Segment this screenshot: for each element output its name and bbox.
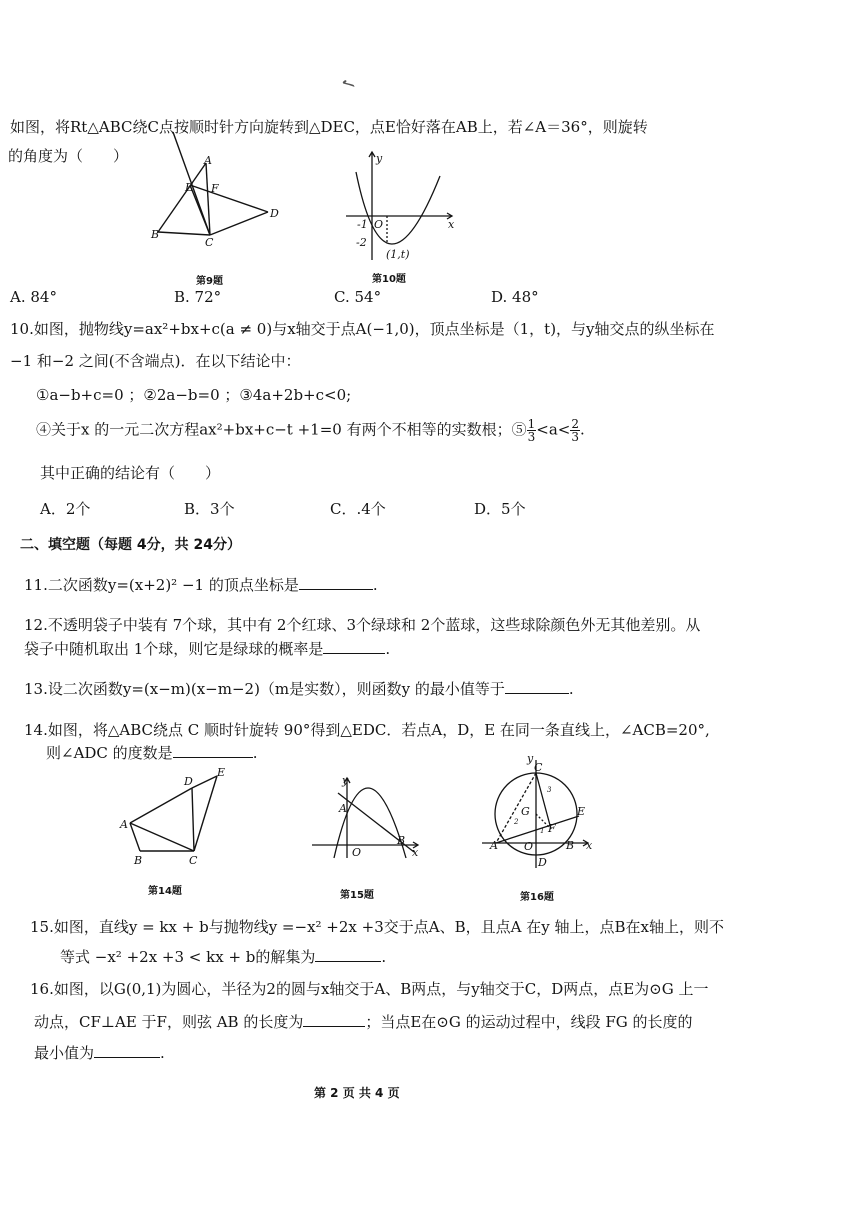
fig16-label-g: G: [521, 805, 530, 818]
q16-answer-blank-2[interactable]: [94, 1043, 160, 1058]
fig16-label-3: 3: [547, 786, 552, 794]
q10-option-d[interactable]: D．5个: [474, 500, 526, 518]
q10-conclusions-4-5: [36, 418, 585, 443]
q16-answer-blank-1[interactable]: [303, 1012, 365, 1027]
q13-stem: 13.设二次函数y=(x−m)(x−m−2)（m是实数），则函数y 的最小值等于: [24, 680, 505, 698]
q15-stem-line1: 15.如图，直线y = kx + b与抛物线y =−x² +2x +3交于点A、B，且点A 在y 轴上，点B在x轴上，则不: [30, 918, 724, 936]
fig16-label-b: B: [566, 839, 575, 852]
fig16-label-o: O: [524, 840, 534, 853]
q16-line2: [34, 1011, 693, 1032]
q13-answer-blank[interactable]: [505, 679, 569, 694]
q15-end: .: [381, 948, 387, 966]
fraction-one-third: [527, 418, 537, 443]
q10-conclusions-1-3: ①a−b+c=0 ；②2a−b=0 ；③4a+2b+c<0;: [36, 386, 352, 404]
frac1-numerator: 1: [527, 417, 536, 431]
fig15-label-a: A: [339, 802, 347, 815]
fig16-label-c: C: [534, 761, 543, 774]
fig14-label-d: D: [184, 775, 193, 788]
q16-line3: [34, 1042, 165, 1063]
fraction-two-thirds: [570, 418, 580, 443]
q11-stem: 11.二次函数y=(x+2)² −1 的顶点坐标是: [24, 576, 299, 594]
fig10-caption: 第10题: [372, 274, 406, 285]
fig9-label-f: F: [211, 182, 219, 195]
q10-option-a[interactable]: A．2个: [40, 500, 91, 518]
page-footer: 第 2 页 共 4 页: [314, 1086, 400, 1100]
q9-stem-line2: 的角度为（ ）: [8, 147, 129, 165]
fig16-label-y: y: [527, 752, 534, 765]
fig16-label-a: A: [490, 839, 498, 852]
inequality-sign: <a<: [536, 420, 571, 439]
fig15-label-x: x: [412, 846, 419, 859]
frac2-denominator: 3: [571, 430, 579, 444]
q12-end: .: [385, 640, 391, 658]
fig16-label-2: 2: [514, 818, 519, 826]
q13-end: .: [568, 680, 574, 698]
fig9-label-d: D: [270, 207, 279, 220]
q14-stem-line1: 14.如图，将△ABC绕点 C 顺时针旋转 90°得到△EDC．若点A，D，E 在同一条直线上，∠ACB=20°,: [24, 721, 710, 739]
fig16-label-d: D: [538, 856, 547, 869]
q10-option-c[interactable]: C．.4个: [330, 500, 386, 518]
q16-stem-line3: 最小值为: [34, 1044, 95, 1062]
q13: [24, 678, 574, 699]
fig15-label-y: y: [342, 774, 349, 787]
q11-answer-blank[interactable]: [299, 575, 373, 590]
q9-option-c[interactable]: C. 54°: [334, 288, 382, 306]
handwritten-mark: ✓: [335, 73, 360, 96]
q16-stem-line2b: ；当点E在⊙G 的运动过程中，线段 FG 的长度的: [365, 1013, 693, 1031]
fig16-caption: 第16题: [520, 892, 554, 903]
q11-end: .: [372, 576, 378, 594]
fig10-label-o: O: [374, 218, 384, 231]
fig9-label-a: A: [204, 154, 212, 167]
fig15-caption: 第15题: [340, 890, 374, 901]
q14-answer-blank[interactable]: [173, 743, 253, 758]
fig14-caption: 第14题: [148, 886, 182, 897]
q11: [24, 574, 378, 595]
fig9-label-c: C: [205, 236, 214, 249]
q16-end: .: [160, 1044, 165, 1062]
q14-line2: [46, 742, 257, 763]
fig10-label-x: x: [448, 218, 455, 231]
fig9-label-e: E: [185, 181, 194, 194]
q14-end: .: [252, 744, 258, 762]
q14-stem-line2: 则∠ADC 的度数是: [46, 744, 173, 762]
q15-stem-line2: 等式 −x² +2x +3 < kx + b的解集为: [60, 948, 316, 966]
fig14-label-a: A: [120, 818, 128, 831]
q10-option-b[interactable]: B．3个: [184, 500, 235, 518]
section-heading-fill-in: 二、填空题（每题 4分，共 24分）: [20, 537, 241, 553]
q12-answer-blank[interactable]: [323, 639, 385, 654]
q12-stem-line2: 袋子中随机取出 1个球，则它是绿球的概率是: [24, 640, 324, 658]
fig9-caption: 第9题: [196, 276, 223, 287]
q10-stem-line2: −1 和−2 之间(不含端点)．在以下结论中：: [10, 352, 301, 370]
period: .: [579, 420, 585, 439]
fig16-label-1: 1: [540, 827, 545, 835]
fig15-label-o: O: [352, 846, 362, 859]
fig10-label-vertex: (1,t): [386, 248, 410, 261]
q16-stem-line1: 16.如图，以G(0,1)为圆心，半径为2的圆与x轴交于A、B两点，与y轴交于C，D两点，点E为⊙G 上一: [30, 980, 709, 998]
q16-stem-line2a: 动点，CF⊥AE 于F，则弦 AB 的长度为: [34, 1013, 304, 1031]
q15-line2: [60, 946, 386, 967]
q10-stem-line1: 10.如图，抛物线y=ax²+bx+c(a ≠ 0)与x轴交于点A(−1,0)，顶点坐标是（1，t)，与y轴交点的纵坐标在: [10, 320, 715, 338]
fig16-label-e: E: [577, 805, 586, 818]
fig16-label-x: x: [586, 839, 593, 852]
q10-question: 其中正确的结论有（ ）: [40, 464, 221, 482]
q9-option-a[interactable]: A. 84°: [10, 288, 57, 306]
q12-stem-line1: 12.不透明袋子中装有 7个球，其中有 2个红球、3个绿球和 2个蓝球，这些球除颜色外无其他差别。从: [24, 616, 701, 634]
q9-option-d[interactable]: D. 48°: [491, 288, 539, 306]
q15-answer-blank[interactable]: [315, 947, 381, 962]
fig10-label-y: y: [376, 152, 383, 165]
fig10-label-neg2: -2: [356, 236, 367, 249]
fig9-label-b: B: [151, 228, 160, 241]
fig14-label-e: E: [217, 766, 226, 779]
fig14-label-b: B: [134, 854, 143, 867]
q9-stem-line1: 如图，将Rt△ABC绕C点按顺时针方向旋转到△DEC，点E恰好落在AB上，若∠A＝36°，则旋转: [10, 118, 648, 136]
fig16-label-f: F: [548, 822, 556, 835]
frac1-denominator: 3: [527, 430, 536, 444]
frac2-numerator: 2: [571, 417, 579, 431]
q12-line2: [24, 638, 390, 659]
fig15-label-b: B: [397, 834, 406, 847]
q9-option-b[interactable]: B. 72°: [174, 288, 222, 306]
q10-conclusion-4: ④关于x 的一元二次方程ax²+bx+c−t +1=0 有两个不相等的实数根；⑤: [36, 420, 527, 439]
fig14-label-c: C: [189, 854, 198, 867]
fig10-label-neg1: -1: [357, 218, 368, 231]
